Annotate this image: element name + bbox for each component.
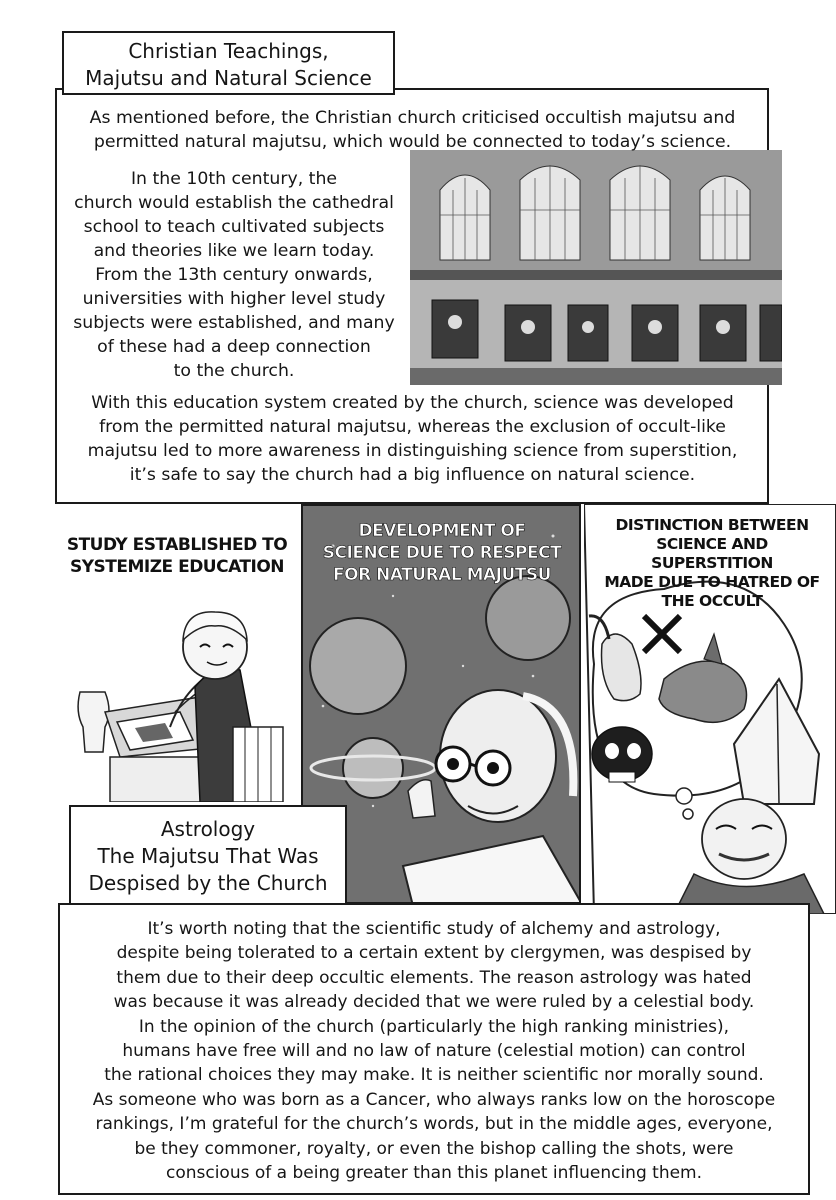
panel-study: [55, 512, 298, 802]
left-line: church would establish the cathedral: [74, 193, 394, 213]
section2-title-line: The Majutsu That Was: [97, 844, 319, 868]
study-caption-line: STUDY ESTABLISHED TO: [66, 535, 288, 555]
left-line: to the church.: [173, 361, 295, 381]
section1-intro: [60, 106, 765, 154]
science-caption-line: SCIENCE DUE TO RESPECT: [322, 543, 562, 563]
body-line: the rational choices they may make. It is neither scientific nor morally sound.: [104, 1065, 764, 1086]
left-line: universities with higher level study: [82, 289, 386, 309]
body-line: be they commoner, royalty, or even the bishop calling the shots, were: [134, 1138, 734, 1159]
body-line: It’s worth noting that the scientific study of alchemy and astrology,: [147, 919, 721, 939]
bottom-line: majutsu led to more awareness in distinguishing science from superstition,: [87, 441, 738, 461]
cathedral-illustration: [410, 150, 782, 385]
section1-title: [62, 31, 395, 95]
distinction-caption: [596, 516, 828, 611]
distinction-caption-line: SCIENCE AND SUPERSTITION: [651, 535, 773, 572]
study-caption-line: SYSTEMIZE EDUCATION: [69, 557, 285, 577]
cathedral-hall-image: [410, 150, 782, 385]
section2-title-line: Astrology: [160, 817, 256, 841]
left-line: subjects were established, and many: [73, 313, 395, 333]
intro-line: As mentioned before, the Christian church criticised occultish majutsu and: [89, 108, 736, 128]
body-line: rankings, I’m grateful for the church’s words, but in the middle ages, everyone,: [95, 1114, 773, 1135]
body-line: despite being tolerated to a certain extent by clergymen, was despised by: [116, 943, 752, 964]
science-caption-line: FOR NATURAL MAJUTSU: [333, 565, 551, 585]
left-line: From the 13th century onwards,: [95, 265, 373, 285]
study-caption: [63, 534, 291, 578]
distinction-caption-line: DISTINCTION BETWEEN: [615, 516, 809, 534]
section1-title-line: Majutsu and Natural Science: [85, 66, 372, 90]
distinction-caption-line: MADE DUE TO HATRED OF: [604, 573, 820, 591]
panel-distinction: [584, 504, 836, 914]
body-line: humans have free will and no law of nature (celestial motion) can control: [122, 1041, 746, 1062]
section2-title: [69, 805, 347, 905]
section1-bottom-text: [60, 391, 765, 487]
distinction-caption-line: THE OCCULT: [661, 592, 763, 610]
science-caption-line: DEVELOPMENT OF: [358, 521, 526, 541]
left-line: and theories like we learn today.: [93, 241, 375, 261]
left-line: school to teach cultivated subjects: [83, 217, 385, 237]
bottom-line: from the permitted natural majutsu, whereas the exclusion of occult-like: [99, 417, 726, 437]
section2-title-line: Despised by the Church: [88, 871, 328, 895]
left-line: In the 10th century, the: [130, 169, 338, 189]
body-line: was because it was already decided that we were ruled by a celestial body.: [113, 992, 755, 1013]
body-line: In the opinion of the church (particularly the high ranking ministries),: [138, 1016, 730, 1037]
bottom-line: it’s safe to say the church had a big influence on natural science.: [129, 465, 696, 485]
body-line: conscious of a being greater than this planet influencing them.: [165, 1163, 703, 1184]
body-line: As someone who was born as a Cancer, who always ranks low on the horoscope: [92, 1089, 776, 1110]
section1-title-line: Christian Teachings,: [128, 39, 329, 63]
section2-body: [62, 917, 806, 1185]
bottom-line: With this education system created by the church, science was developed: [91, 393, 734, 413]
body-line: them due to their deep occultic elements. The reason astrology was hated: [116, 967, 752, 988]
intro-line: permitted natural majutsu, which would be connected to today’s science.: [93, 132, 732, 152]
section1-left-text: [60, 167, 408, 383]
left-line: of these had a deep connection: [97, 337, 371, 357]
science-caption: [311, 520, 573, 586]
